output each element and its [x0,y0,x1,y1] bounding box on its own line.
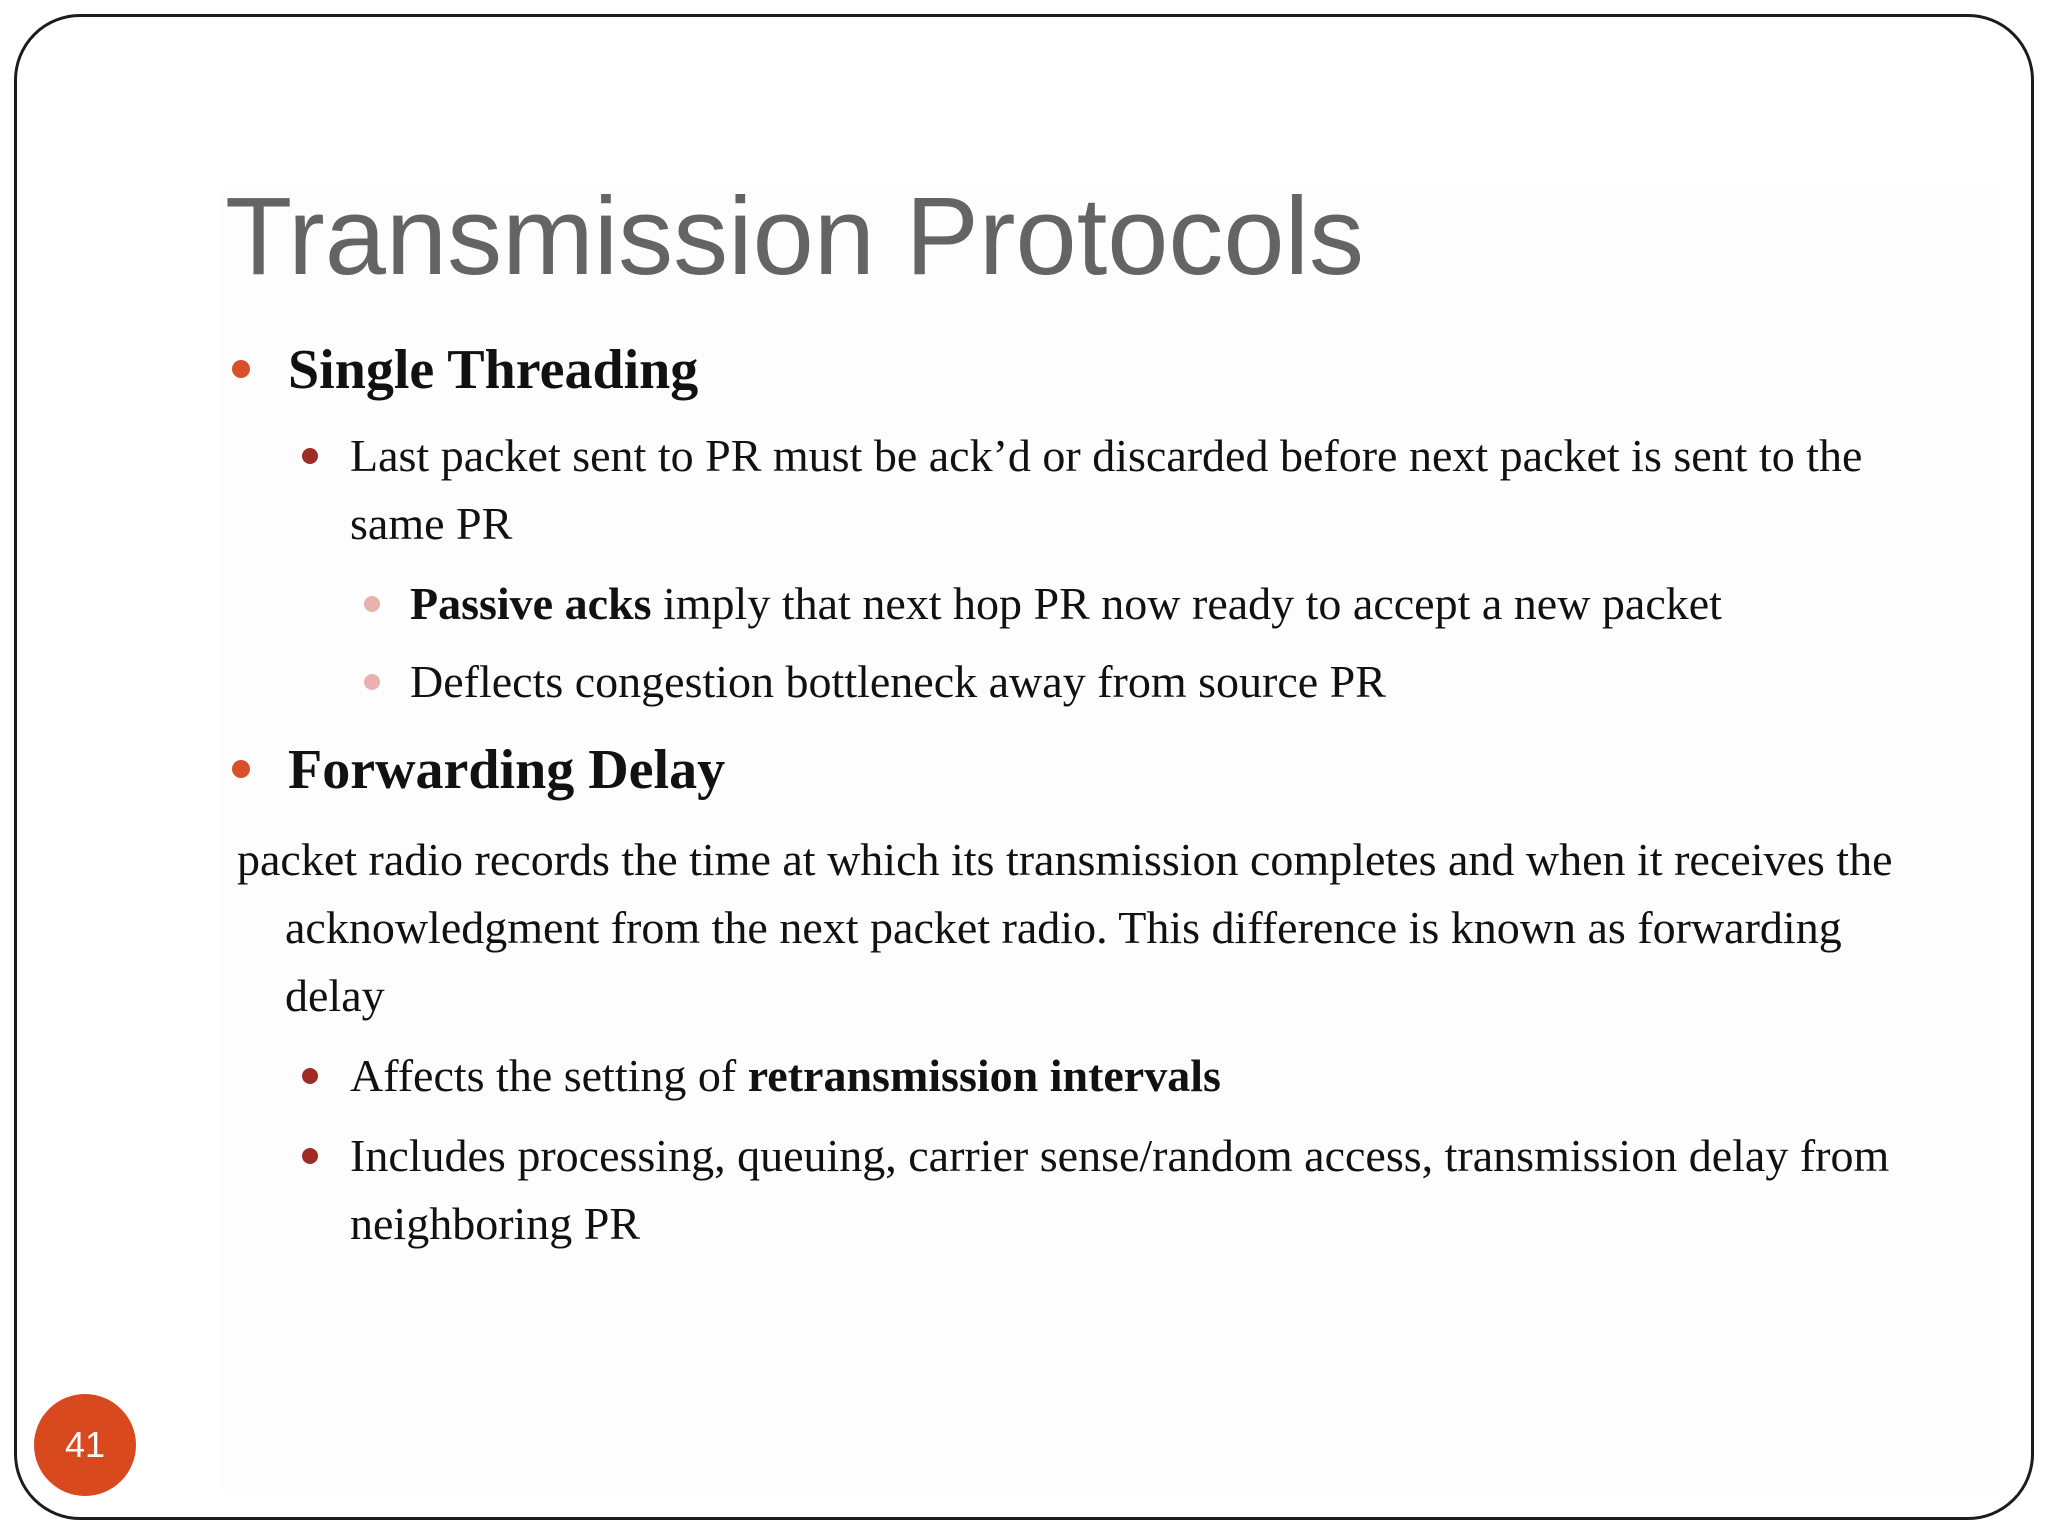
retransmission-term: retransmission intervals [747,1050,1221,1101]
bullet-icon [232,760,250,778]
passive-acks-term: Passive acks [410,578,652,629]
point-last-packet: Last packet sent to PR must be ack’d or discarded before next packet is sent to the same PR [350,430,1863,549]
passive-acks-text: imply that next hop PR now ready to accept a new packet [651,578,1722,629]
point-deflects: Deflects congestion bottleneck away from source PR [410,656,1386,707]
heading-single-threading: Single Threading [288,339,699,401]
heading-forwarding-delay: Forwarding Delay [288,739,726,801]
forwarding-delay-paragraph: packet radio records the time at which its transmission completes and when it receives the acknowledgment from the next packet radio. This difference is known as forwarding delay [237,834,1893,1021]
point-includes: Includes processing, queuing, carrier sense/random access, transmission delay from neighboring PR [350,1130,1890,1249]
bullet-icon [302,448,318,464]
retransmission-prefix: Affects the setting of [350,1050,748,1101]
bullet-icon [302,1068,318,1084]
point-retransmission [350,1042,1221,1110]
page-number-badge: 41 [34,1394,136,1496]
bullet-icon [364,596,380,612]
slide-title: Transmission Protocols [225,175,1365,298]
bullet-icon [364,674,380,690]
bullet-icon [232,360,250,378]
bullet-icon [302,1148,318,1164]
point-passive-acks [410,570,1722,638]
